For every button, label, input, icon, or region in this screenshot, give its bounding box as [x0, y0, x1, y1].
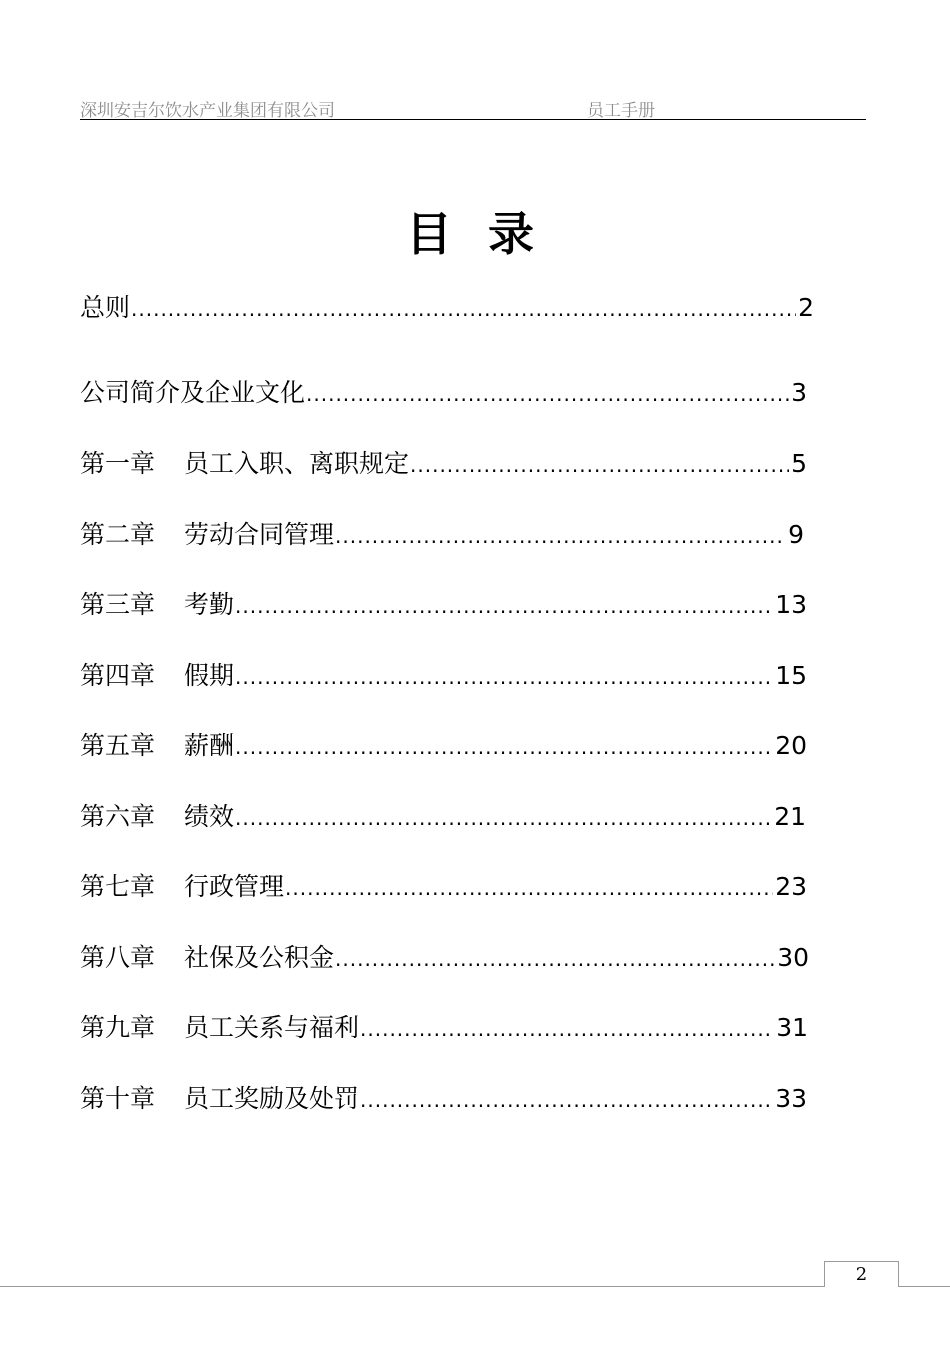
toc-entry-label: 考勤 [184, 590, 235, 619]
toc-entry-label: 薪酬 [184, 731, 235, 760]
toc-chapter-number: 第十章 [80, 1084, 156, 1113]
toc-entry-chapter-3[interactable] [80, 585, 807, 625]
toc-dot-leader [335, 524, 786, 548]
toc-entry-chapter-2[interactable] [80, 515, 804, 555]
toc-chapter-number: 第八章 [80, 943, 156, 972]
toc-chapter-number: 第四章 [80, 661, 156, 690]
toc-page-number: 21 [774, 802, 806, 831]
toc-dot-leader [335, 947, 775, 971]
toc-entry-label: 员工关系与福利 [184, 1013, 360, 1042]
toc-entry-chapter-6[interactable] [80, 797, 806, 837]
toc-dot-leader [285, 876, 773, 900]
header-company-name: 深圳安吉尔饮水产业集团有限公司 [80, 101, 335, 121]
toc-entry-label: 行政管理 [184, 872, 285, 901]
toc-entry-chapter-1[interactable] [80, 444, 807, 484]
toc-page-number: 15 [775, 661, 807, 690]
toc-entry-label: 劳动合同管理 [184, 520, 335, 549]
toc-entry-label: 公司简介及企业文化 [80, 378, 306, 407]
toc-entry-label: 员工入职、离职规定 [184, 449, 410, 478]
toc-entry-company-intro[interactable] [80, 373, 807, 413]
toc-page-number: 13 [775, 590, 807, 619]
toc-entry-label: 总则 [80, 293, 131, 322]
toc-dot-leader [131, 297, 796, 321]
toc-dot-leader [306, 382, 789, 406]
toc-dot-leader [410, 453, 789, 477]
toc-page-number: 31 [776, 1013, 808, 1042]
toc-chapter-number: 第九章 [80, 1013, 156, 1042]
toc-chapter-number: 第七章 [80, 872, 156, 901]
toc-entry-chapter-8[interactable] [80, 938, 809, 978]
toc-chapter-number: 第一章 [80, 449, 156, 478]
toc-entry-label: 员工奖励及处罚 [184, 1084, 360, 1113]
toc-page-number: 3 [791, 378, 807, 407]
toc-dot-leader [360, 1017, 774, 1041]
toc-page-number: 23 [775, 872, 807, 901]
toc-entry-label: 假期 [184, 661, 235, 690]
toc-entry-label: 绩效 [184, 802, 235, 831]
footer-divider-right [899, 1286, 950, 1287]
footer-divider-left [0, 1286, 824, 1287]
page-number: 2 [824, 1261, 899, 1287]
toc-chapter-number: 第二章 [80, 520, 156, 549]
toc-entry-general[interactable] [80, 288, 814, 328]
toc-heading: 目 录 [405, 207, 544, 261]
toc-page-number: 20 [775, 731, 807, 760]
toc-dot-leader [235, 665, 773, 689]
toc-dot-leader [360, 1088, 773, 1112]
toc-entry-label: 社保及公积金 [184, 943, 335, 972]
header-document-title: 员工手册 [587, 101, 655, 121]
toc-chapter-number: 第五章 [80, 731, 156, 760]
toc-page-number: 9 [788, 520, 804, 549]
toc-entry-chapter-5[interactable] [80, 726, 807, 766]
toc-chapter-number: 第三章 [80, 590, 156, 619]
toc-dot-leader [235, 735, 773, 759]
toc-page-number: 2 [798, 293, 814, 322]
toc-entry-chapter-10[interactable] [80, 1079, 807, 1119]
toc-entry-chapter-9[interactable] [80, 1008, 808, 1048]
toc-page-number: 30 [777, 943, 809, 972]
header-divider [80, 119, 866, 120]
toc-page-number: 5 [791, 449, 807, 478]
toc-entry-chapter-7[interactable] [80, 867, 807, 907]
toc-page-number: 33 [775, 1084, 807, 1113]
toc-chapter-number: 第六章 [80, 802, 156, 831]
toc-dot-leader [235, 594, 773, 618]
toc-entry-chapter-4[interactable] [80, 656, 807, 696]
toc-dot-leader [235, 806, 772, 830]
